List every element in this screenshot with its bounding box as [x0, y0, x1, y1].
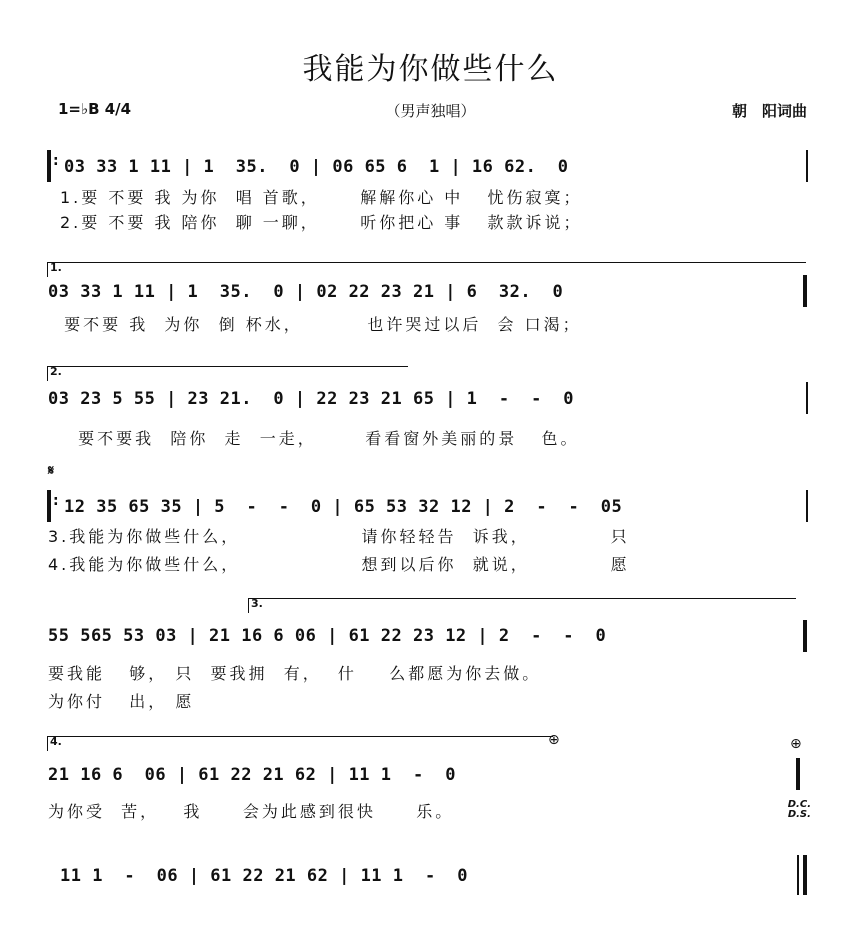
author-credit: 朝 阳词曲: [731, 102, 807, 120]
ending-number: 4.: [50, 735, 62, 748]
notation-line: 03 23 5 55 | 23 21. 0 | 22 23 21 65 | 1 - - 0: [48, 389, 575, 409]
song-title: 我能为你做些什么: [302, 52, 559, 87]
notation-line: 21 16 6 06 | 61 22 21 62 | 11 1 - 0: [48, 765, 456, 785]
lyric-line: 为你受 苦， 我 会为此感到很快 乐。: [48, 802, 455, 821]
lyric-line: 3.我能为你做些什么， 请你轻轻告 诉我， 只: [48, 527, 630, 546]
ds-mark: D.S.: [787, 809, 811, 820]
ending-number: 2.: [50, 365, 62, 378]
lyric-line: 要不要 我 为你 倒 杯水， 也许哭过以后 会 口渴；: [48, 315, 582, 334]
lyric-line: 为你付 出， 愿: [48, 692, 195, 711]
performance-note: （男声独唱）: [385, 102, 476, 120]
lyric-line: 要我能 够， 只 要我拥 有， 什 么都愿为你去做。: [48, 664, 542, 683]
notation-line: 11 1 - 06 | 61 22 21 62 | 11 1 - 0: [60, 866, 468, 886]
notation-line: 03 33 1 11 | 1 35. 0 | 02 22 23 21 | 6 32. 0: [48, 282, 564, 302]
lyric-line: 4.我能为你做些什么， 想到以后你 就说， 愿: [48, 555, 630, 574]
coda-icon: ⊕: [790, 736, 802, 752]
key-signature: 1=♭B 4/4: [58, 100, 132, 118]
lyric-line: 要不要我 陪你 走 一走， 看看窗外美丽的景 色。: [62, 429, 580, 448]
notation-line: 12 35 65 35 | 5 - - 0 | 65 53 32 12 | 2 - - 05: [64, 497, 623, 517]
notation-line: 55 565 53 03 | 21 16 6 06 | 61 22 23 12 | 2 - - 0: [48, 626, 607, 646]
dc-mark: D.C.: [787, 799, 811, 810]
lyric-line: 2.要 不要 我 陪你 聊 一聊， 听你把心 事 款款诉说；: [60, 213, 583, 232]
lyric-line: 1.要 不要 我 为你 唱 首歌， 解解你心 中 忧伤寂寞；: [60, 188, 583, 207]
ending-number: 3.: [251, 597, 263, 610]
notation-line: 03 33 1 11 | 1 35. 0 | 06 65 6 1 | 16 62. 0: [64, 157, 569, 177]
segno-mark: 𝄋: [48, 463, 55, 479]
ending-number: 1.: [50, 261, 62, 274]
coda-icon: ⊕: [548, 732, 560, 748]
